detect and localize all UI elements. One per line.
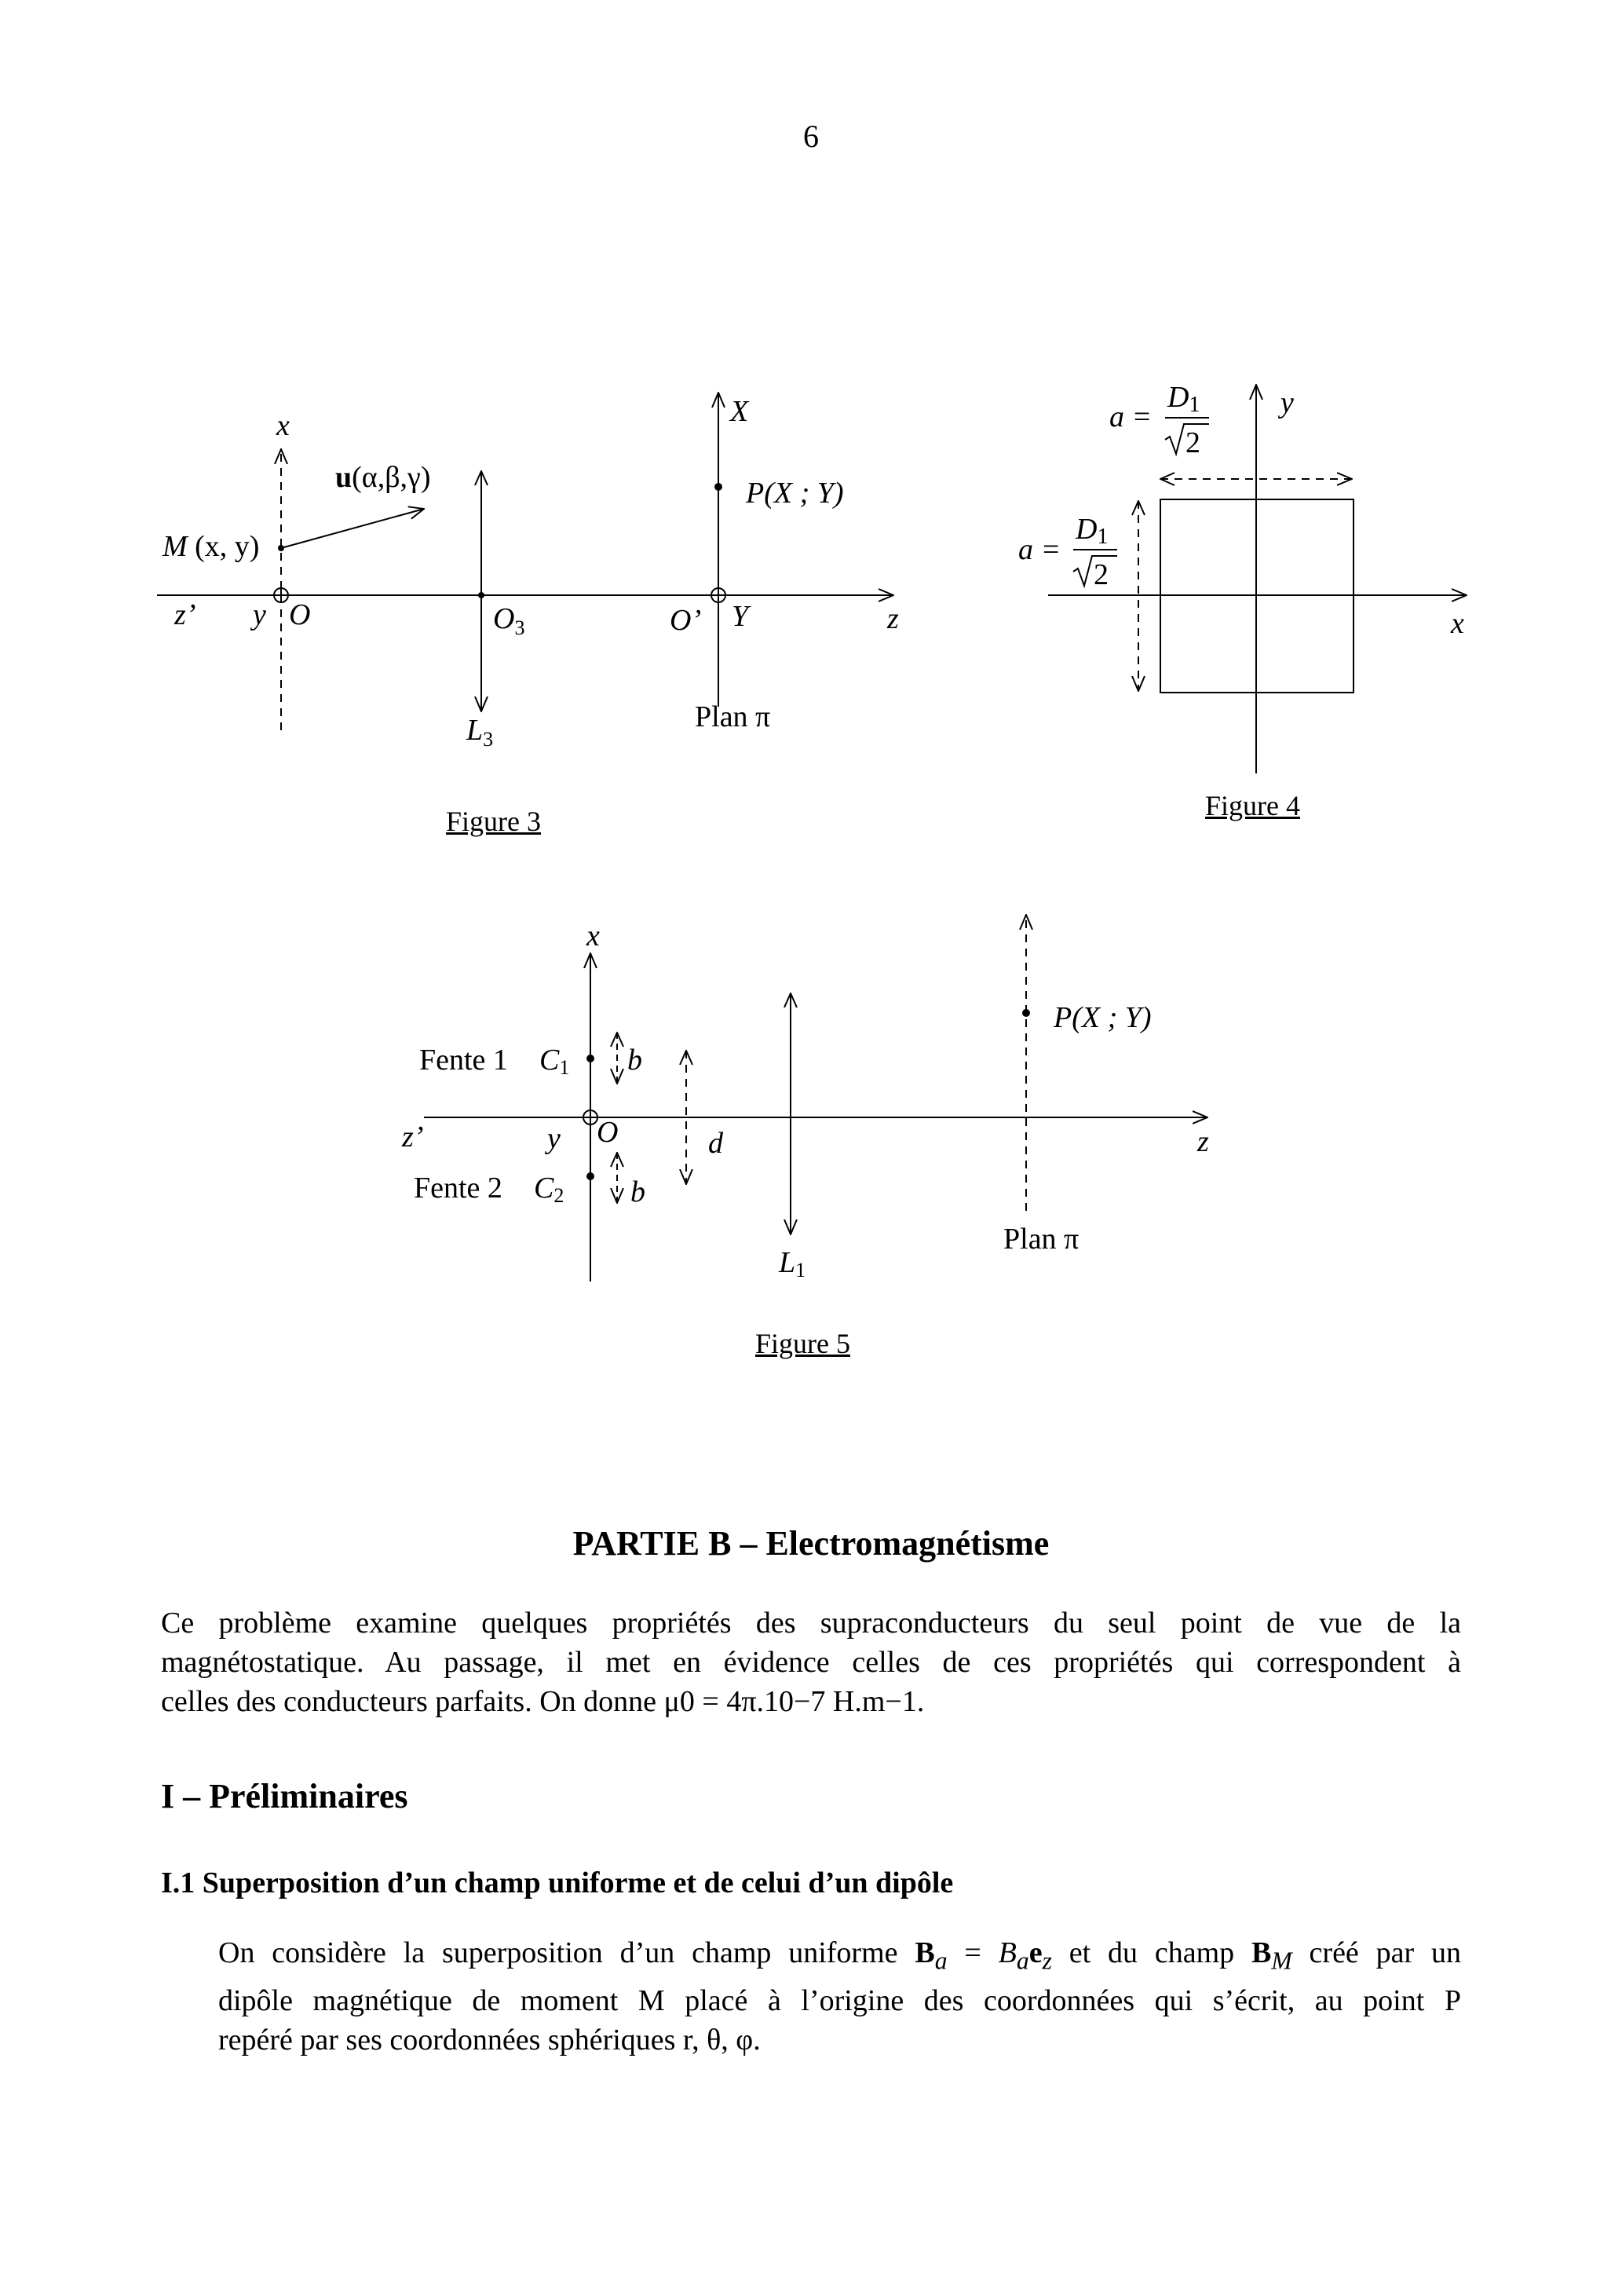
fig5-label-O: O [597, 1116, 619, 1149]
formula-Ba: $B_a = B_ae_z$ [915, 1936, 1052, 1975]
fig3-label-X: X [730, 395, 749, 428]
fig4-label-a-side: a = [1018, 533, 1061, 566]
fig5-label-d: d [708, 1127, 723, 1160]
fig5-label-P: P(X ; Y) [1054, 1001, 1152, 1034]
figure-4-caption: Figure 4 [1205, 790, 1300, 821]
body-paragraph [218, 1933, 1461, 2060]
fig5-point-P [1022, 1009, 1030, 1017]
fig3-label-L3: $L_3$ [466, 714, 494, 751]
fig4-side-fraction-den: 2 [1094, 558, 1109, 591]
formula-BM: $B_M$ [1251, 1936, 1292, 1975]
fig3-label-Y: Y [732, 600, 749, 633]
intro-paragraph [161, 1603, 1461, 1721]
fig5-label-C2: C2 [534, 1172, 564, 1207]
fig5-label-L1: L1 [779, 1246, 806, 1281]
fig4-label-x: x [1451, 607, 1464, 640]
body-line-3: repéré par ses coordonnées sphériques r, θ, φ. [218, 2023, 761, 2057]
fig4-label-y: y [1280, 386, 1294, 419]
body-line-2: dipôle magnétique de moment M placé à l’origine des coordonnées qui s’écrit, au point P [218, 1983, 1461, 2017]
fig5-label-z: z [1197, 1125, 1209, 1158]
intro-line-1: Ce problème examine quelques propriétés des supraconducteurs du seul point de vue de la [161, 1607, 1461, 1640]
fig3-label-x: x [276, 409, 290, 442]
fig4-side-fraction-num: D1 [1076, 513, 1109, 549]
fig4-top-fraction-den: 2 [1185, 426, 1200, 459]
fig3-label-u: u(α,β,γ) [335, 461, 431, 494]
fig5-label-y: y [547, 1122, 561, 1155]
fig5-point-C2 [586, 1172, 594, 1180]
fig5-label-b1: b [627, 1044, 642, 1077]
section-title: PARTIE B – Electromagnétisme [572, 1524, 1050, 1563]
fig5-label-plan: Plan π [1003, 1223, 1080, 1256]
fig5-point-C1 [586, 1055, 594, 1062]
fig3-label-O3: $O_3$ [493, 602, 525, 639]
page-number: 6 [803, 119, 819, 154]
fig3-label-M: M (x, y) [163, 530, 260, 563]
fig3-label-Oprime: O’ [670, 604, 702, 637]
fig5-label-zprime: z’ [402, 1121, 424, 1153]
fig5-label-fente1: Fente 1 [419, 1044, 508, 1077]
heading-preliminaires: I – Préliminaires [161, 1777, 408, 1815]
fig5-label-C1: C1 [539, 1044, 570, 1079]
figure-3-caption: Figure 3 [446, 806, 541, 837]
fig3-label-O: O [289, 598, 311, 631]
fig4-top-fraction-num: D1 [1167, 381, 1200, 417]
fig3-label-z: z [887, 602, 899, 635]
fig3-label-zprime: z’ [174, 598, 196, 631]
fig5-label-b2: b [630, 1175, 645, 1208]
fig3-label-y: y [253, 598, 266, 631]
fig4-label-a-top: a = [1109, 400, 1153, 433]
fig3-label-P: P(X ; Y) [746, 477, 844, 510]
fig5-label-fente2: Fente 2 [414, 1172, 502, 1205]
body-line-1: On considère la superposition d’un champ uniforme $B_a = B_ae_z$ et du champ $B_M$ créé par un [218, 1936, 1461, 1975]
fig5-label-x: x [586, 919, 600, 952]
heading-superposition: I.1 Superposition d’un champ uniforme et de celui d’un dipôle [161, 1866, 954, 1899]
intro-line-3: celles des conducteurs parfaits. On donne μ0 = 4π.10−7 H.m−1. [161, 1685, 925, 1718]
mu0-formula: μ0 = 4π.10−7 H.m−1. [663, 1685, 925, 1718]
intro-line-2: magnétostatique. Au passage, il met en évidence celles de ces propriétés qui correspondent à [161, 1646, 1461, 1679]
figure-5-caption: Figure 5 [755, 1328, 850, 1359]
fig3-label-plan: Plan π [695, 700, 771, 733]
